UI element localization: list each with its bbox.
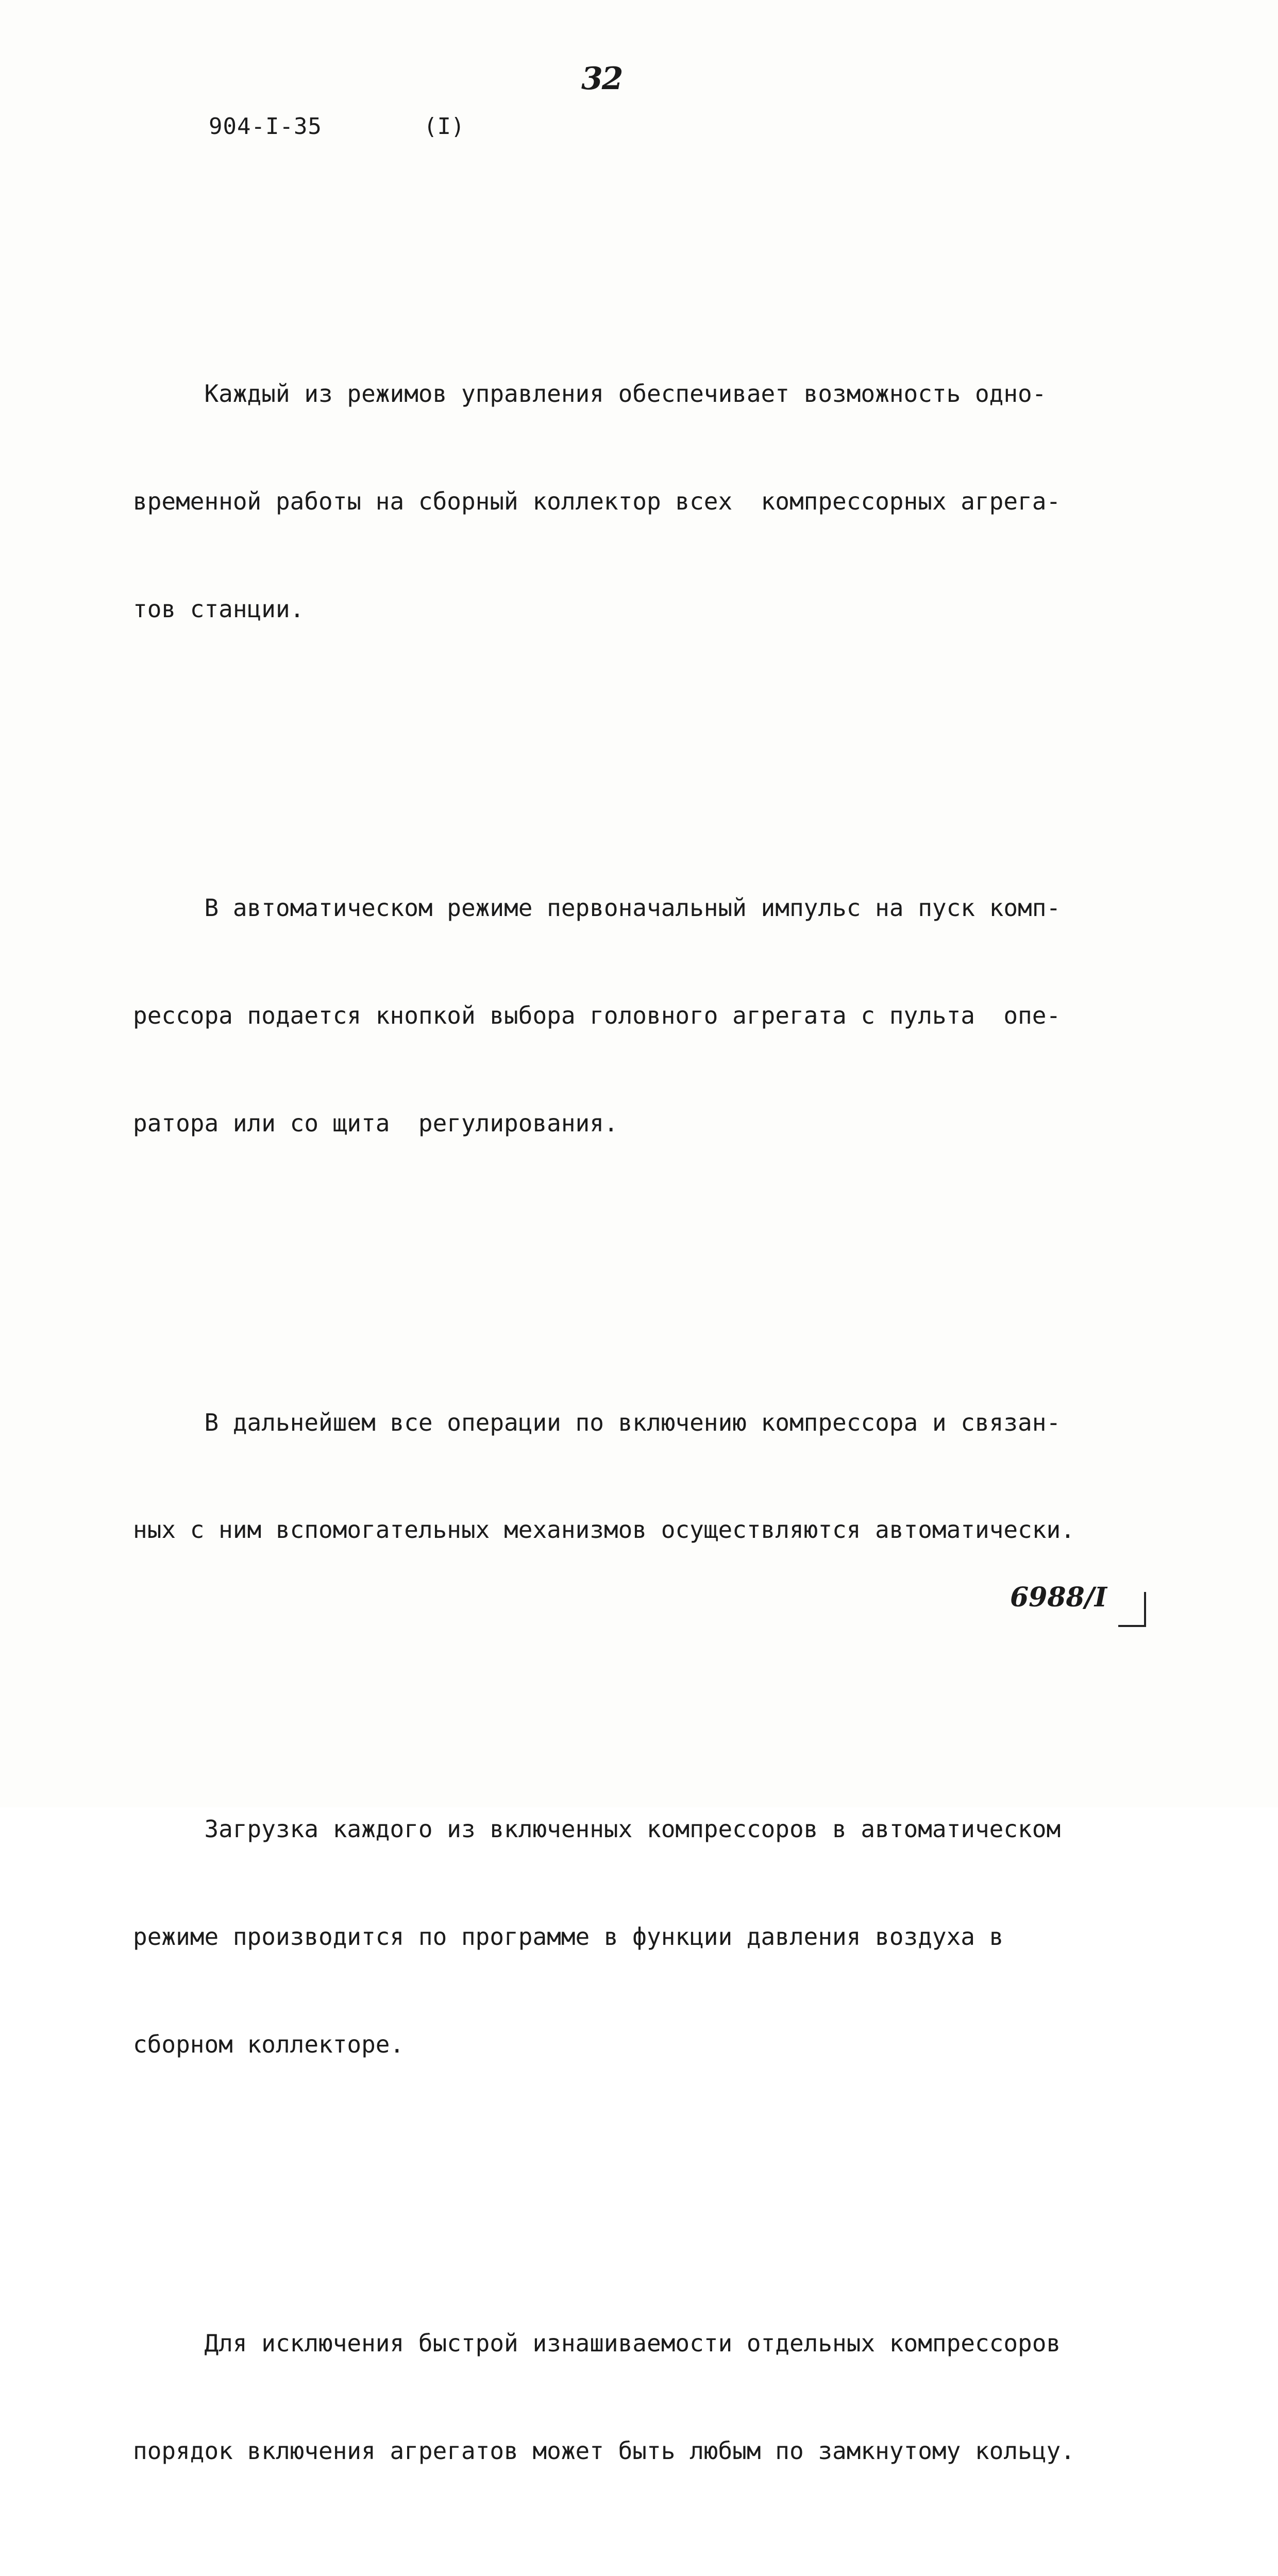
text-line: тов станции.	[133, 595, 305, 623]
text-line: Загрузка каждого из включенных компрессоров в автоматическом	[133, 1815, 1061, 1843]
body-text	[133, 197, 1174, 2576]
text-line: В автоматическом режиме первоначальный импульс на пуск комп-	[133, 894, 1061, 922]
document-part: (I)	[424, 113, 465, 140]
paragraph	[133, 304, 1174, 699]
corner-mark	[1118, 1625, 1146, 1627]
text-line: ных с ним вспомогательных механизмов осуществляются автоматически.	[133, 1516, 1075, 1544]
text-line: Каждый из режимов управления обеспечивает возможность одно-	[133, 379, 1047, 408]
text-line: режиме производится по программе в функции давления воздуха в	[133, 1922, 1004, 1951]
text-line: В дальнейшем все операции по включению компрессора и связан-	[133, 1408, 1061, 1436]
paragraph	[133, 2254, 1174, 2541]
text-line: Для исключения быстрой изнашиваемости отдельных компрессоров	[133, 2329, 1061, 2358]
sheet-mark: 6988/I	[1010, 1582, 1107, 1613]
text-line: временной работы на сборный коллектор всех компрессорных агрега-	[133, 487, 1061, 515]
paragraph	[133, 1333, 1174, 1620]
corner-mark	[1144, 1592, 1146, 1626]
document-code: 904-I-35	[209, 113, 322, 140]
paragraph	[133, 819, 1174, 1213]
paragraph	[133, 1740, 1174, 2134]
text-line: порядок включения агрегатов может быть любым по замкнутому кольцу.	[133, 2437, 1075, 2465]
text-line: рессора подается кнопкой выбора головного агрегата с пульта опе-	[133, 1002, 1061, 1030]
page-number: 32	[581, 61, 623, 97]
text-line: сборном коллекторе.	[133, 2030, 405, 2058]
text-line: ратора или со щита регулирования.	[133, 1109, 618, 1137]
